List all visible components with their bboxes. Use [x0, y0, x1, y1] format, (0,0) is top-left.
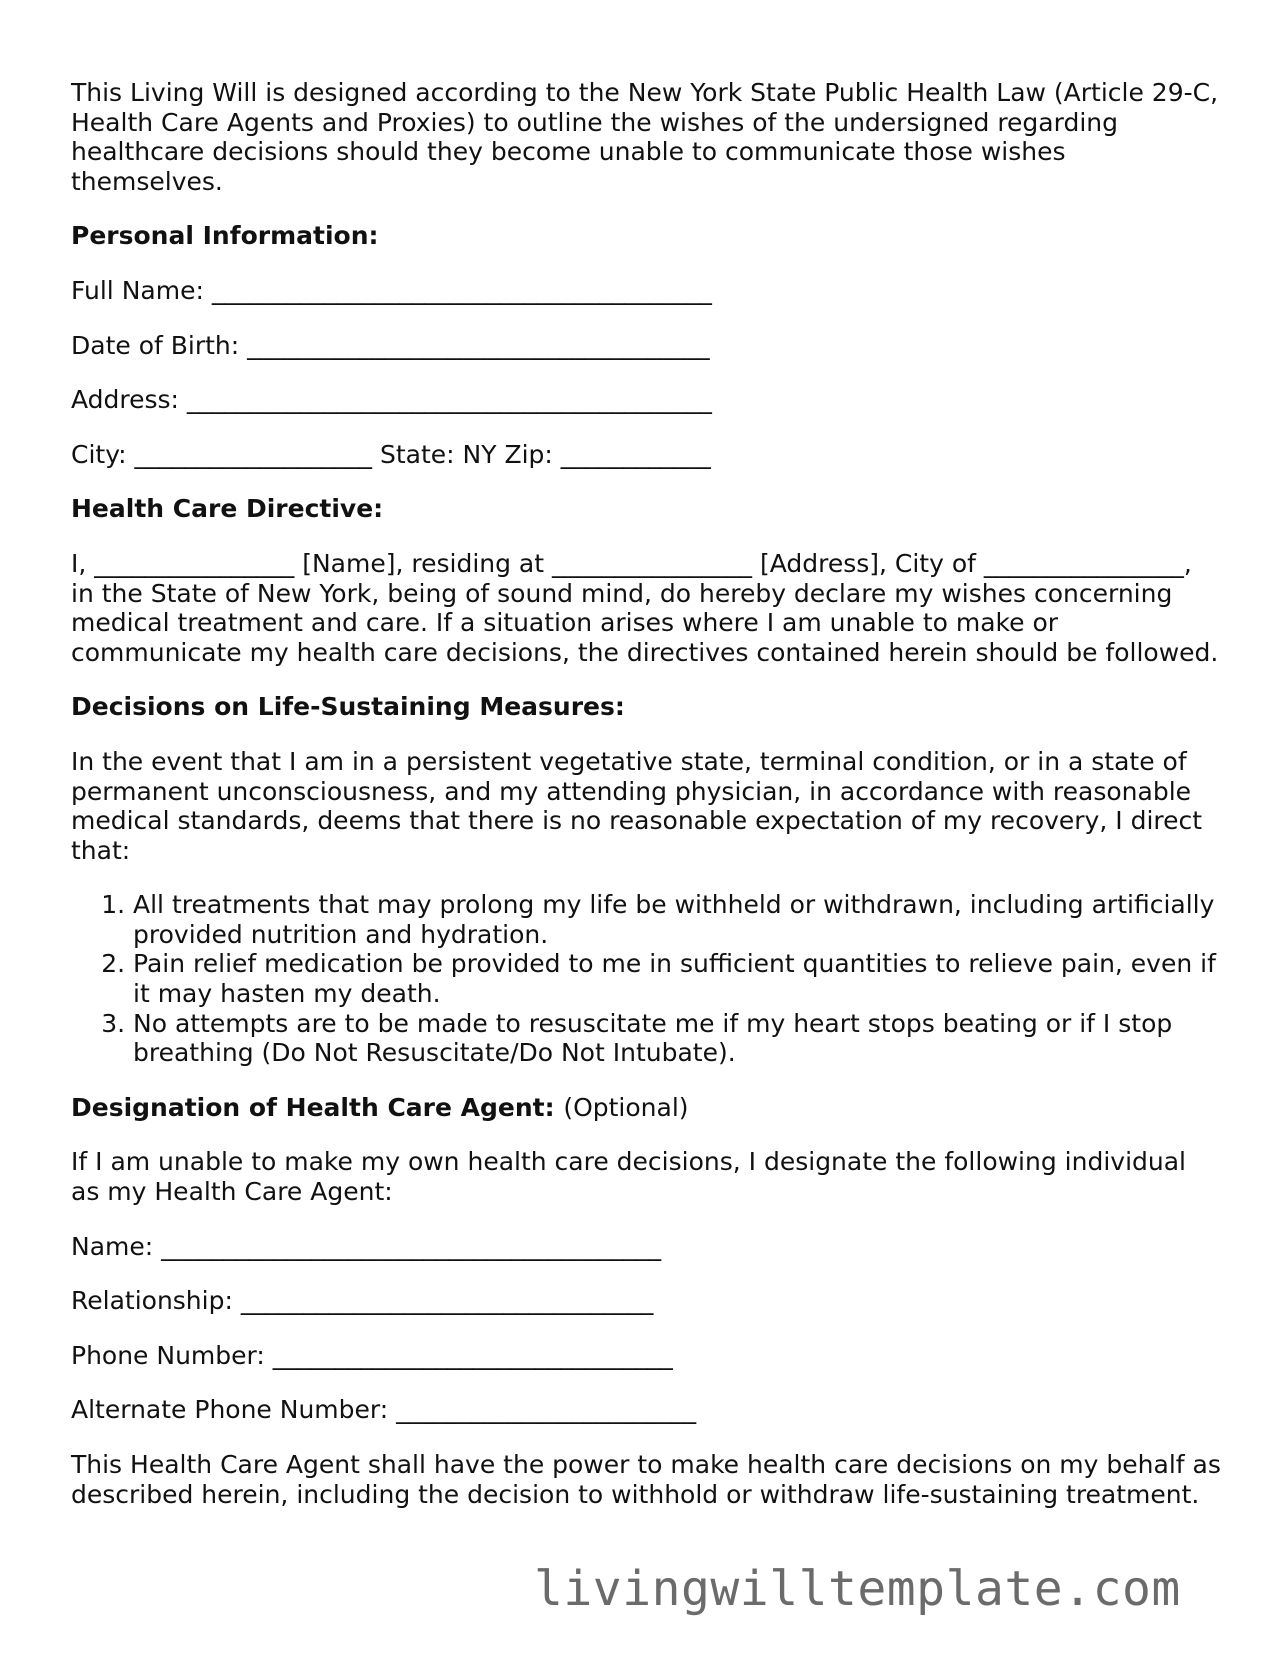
agent-name-field: Name: ________________________________________: [71, 1231, 662, 1261]
city-state-zip-field: City: ___________________ State: NY Zip: ____________: [71, 439, 711, 469]
health-care-directive-paragraph: I, ________________ [Name], residing at ________________ [Address], City of ________________, in the State of New York, being of sound mind, do hereby declare my wishes concerning medical treatment and care. If a situation arises where I am unable to make or communicate my health care decisions, the directives contained herein should be followed.: [71, 548, 1219, 667]
agent-heading-title: Designation of Health Care Agent:: [71, 1092, 555, 1122]
list-item: 2. Pain relief medication be provided to me in sufficient quantities to relieve pain, even if it may hasten my death.: [133, 949, 1221, 1008]
agent-power-paragraph: This Health Care Agent shall have the power to make health care decisions on my behalf as described herein, including the decision to withhold or withdraw life-sustaining treatment.: [71, 1450, 1221, 1509]
list-item: 3. No attempts are to be made to resuscitate me if my heart stops beating or if I stop breathing (Do Not Resuscitate/Do Not Intubate).: [133, 1009, 1221, 1068]
agent-alt-phone-field: Alternate Phone Number: ________________________: [71, 1395, 697, 1425]
watermark: livingwilltemplate.com: [534, 1561, 1181, 1617]
life-sustaining-paragraph: In the event that I am in a persistent vegetative state, terminal condition, or in a state of permanent unconsciousness, and my attending physician, in accordance with reasonable medical standards, deems that there is no reasonable expectation of my recovery, I direct that:: [71, 746, 1203, 865]
full-name-field: Full Name: ________________________________________: [71, 275, 712, 305]
health-care-directive-heading: Health Care Directive:: [71, 494, 384, 524]
date-of-birth-field: Date of Birth: _____________________________________: [71, 330, 710, 360]
agent-heading: [71, 1093, 1221, 1123]
directives-list: [71, 890, 1221, 1068]
agent-phone-field: Phone Number: ________________________________: [71, 1340, 673, 1370]
personal-information-heading: Personal Information:: [71, 221, 379, 251]
agent-designation-paragraph: If I am unable to make my own health care decisions, I designate the following individual as my Health Care Agent:: [71, 1147, 1186, 1207]
list-item: 1. All treatments that may prolong my life be withheld or withdrawn, including artificially provided nutrition and hydration.: [133, 890, 1221, 949]
life-sustaining-heading: Decisions on Life-Sustaining Measures:: [71, 692, 625, 722]
document-body: [71, 78, 1221, 1534]
agent-heading-note: (Optional): [563, 1092, 689, 1122]
address-field: Address: __________________________________________: [71, 385, 712, 415]
agent-relationship-field: Relationship: _________________________________: [71, 1286, 654, 1316]
intro-paragraph: This Living Will is designed according to the New York State Public Health Law (Article 29-C, Health Care Agents and Proxies) to outline the wishes of the undersigned regarding healthcare decisions should they become unable to communicate those wishes themselves.: [71, 78, 1219, 196]
